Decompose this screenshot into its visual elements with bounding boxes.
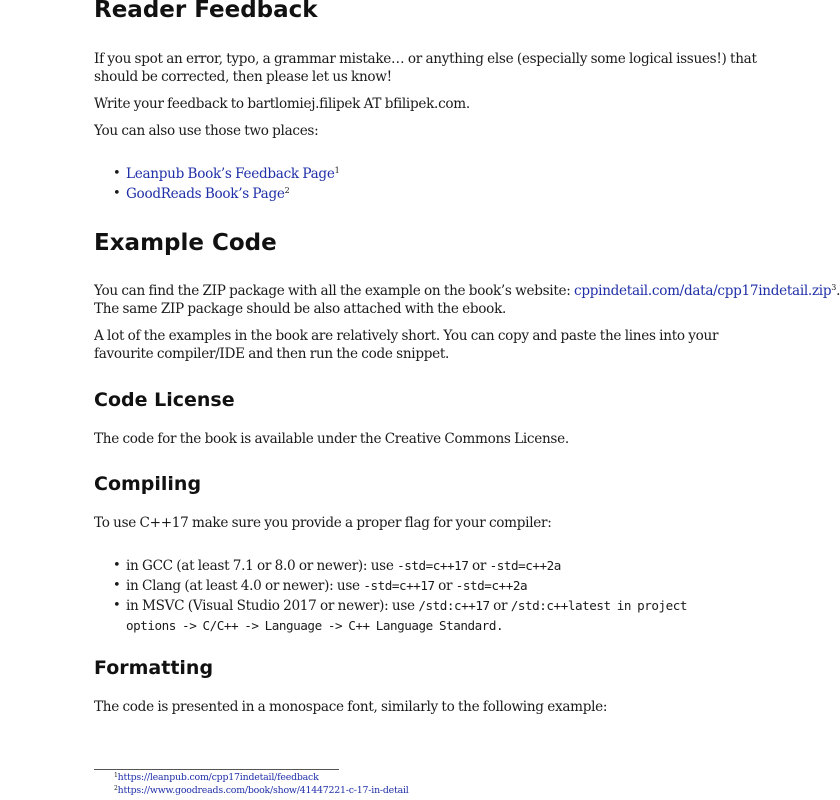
code-license-paragraph: The code for the book is available under the Creative Commons License. — [94, 431, 569, 447]
examples-short-paragraph-line-2: favourite compiler/IDE and then run the code snippet. — [94, 346, 450, 362]
msvc-flag-cpp17: /std:c++17 — [418, 598, 490, 613]
feedback-places-paragraph: You can also use those two places: — [94, 123, 319, 139]
list-item — [94, 576, 794, 596]
examples-short-paragraph-line-1: A lot of the examples in the book are relatively short. You can copy and paste the lines into your — [94, 328, 719, 344]
footnote-2-link[interactable]: https://www.goodreads.com/book/show/41447221-c-17-in-detail — [117, 785, 409, 796]
formatting-paragraph: The code is presented in a monospace font, similarly to the following example: — [94, 699, 608, 715]
clang-flag-cpp17: -std=c++17 — [363, 578, 435, 593]
feedback-paragraph-line-1: If you spot an error, typo, a grammar mistake… or anything else (especially some logical issues!) that — [94, 51, 757, 67]
heading-compiling: Compiling — [94, 473, 202, 495]
msvc-text: in MSVC (Visual Studio 2017 or newer): use — [126, 598, 419, 614]
compiling-intro-paragraph: To use C++17 make sure you provide a proper flag for your compiler: — [94, 515, 552, 531]
feedback-links-list — [94, 164, 694, 204]
msvc-flag-latest: /std:c++latest in project — [510, 598, 688, 613]
heading-reader-feedback: Reader Feedback — [94, 0, 318, 23]
example-zip-period: . — [836, 283, 840, 299]
footnote-number: 1 — [114, 772, 118, 779]
list-item — [94, 556, 794, 576]
footnote-1-link[interactable]: https://leanpub.com/cpp17indetail/feedback — [117, 772, 319, 783]
heading-formatting: Formatting — [94, 657, 214, 679]
heading-example-code: Example Code — [94, 230, 277, 256]
clang-or: or — [434, 578, 456, 594]
feedback-email-paragraph: Write your feedback to bartlomiej.filipek AT bfilipek.com. — [94, 96, 470, 112]
footnote-ref-2[interactable]: 2 — [284, 186, 290, 195]
zip-package-link[interactable]: cppindetail.com/data/cpp17indetail.zip — [574, 283, 832, 299]
heading-code-license: Code License — [94, 389, 235, 411]
clang-text: in Clang (at least 4.0 or newer): use — [126, 578, 364, 594]
example-zip-paragraph-line-2: The same ZIP package should be also attached with the ebook. — [94, 301, 507, 317]
gcc-flag-cpp2a: -std=c++2a — [489, 558, 561, 573]
list-item — [94, 596, 794, 636]
clang-flag-cpp2a: -std=c++2a — [455, 578, 528, 593]
gcc-flag-cpp17: -std=c++17 — [397, 558, 469, 573]
feedback-paragraph-line-2: should be corrected, then please let us know! — [94, 69, 392, 85]
footnote-2 — [114, 785, 409, 797]
footnote-ref-3[interactable]: 3 — [831, 283, 837, 292]
list-item — [94, 184, 694, 204]
footnote-ref-1[interactable]: 1 — [334, 166, 340, 175]
example-zip-paragraph-line-1 — [94, 282, 840, 300]
msvc-options-path: options -> C/C++ -> Language -> C++ Language Standard. — [126, 618, 504, 633]
msvc-or: or — [489, 598, 511, 614]
example-zip-text: You can find the ZIP package with all the example on the book’s website: — [94, 283, 575, 299]
gcc-text: in GCC (at least 7.1 or 8.0 or newer): use — [126, 558, 398, 574]
goodreads-link[interactable]: GoodReads Book’s Page — [126, 186, 285, 202]
leanpub-feedback-link[interactable]: Leanpub Book’s Feedback Page — [126, 166, 335, 182]
gcc-or: or — [468, 558, 490, 574]
footnote-1 — [114, 772, 319, 784]
footnote-divider — [94, 769, 339, 770]
footnote-number: 2 — [114, 785, 118, 792]
compiler-flags-list — [94, 556, 794, 636]
list-item — [94, 164, 694, 184]
